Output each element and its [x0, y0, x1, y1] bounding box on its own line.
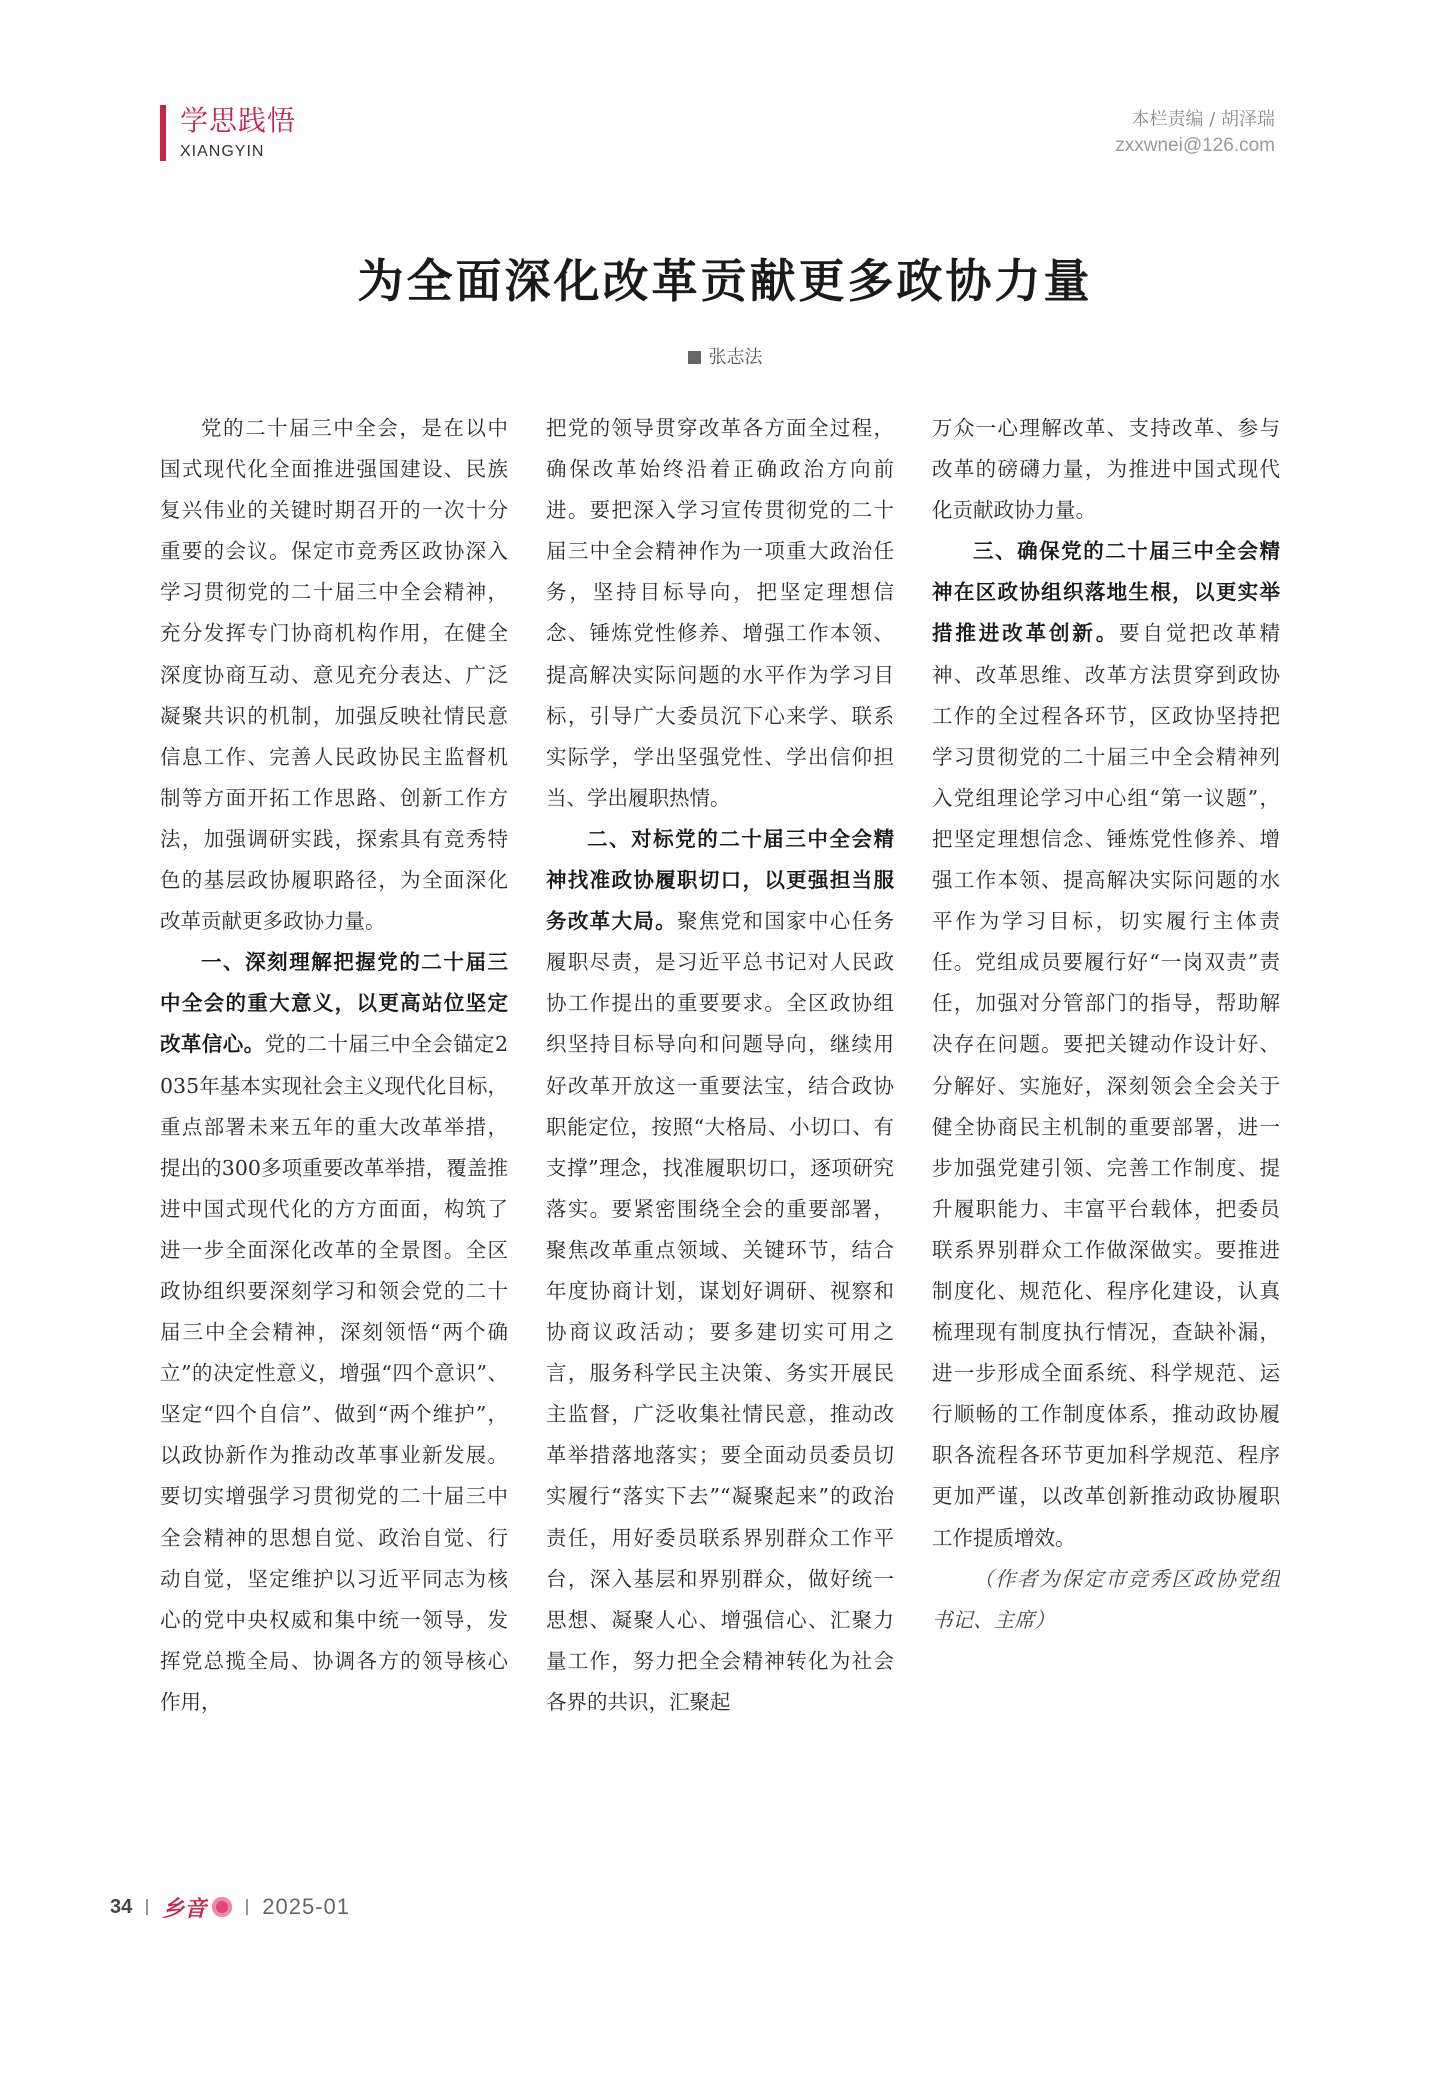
section-heading: 二、对标党的二十届三中全会精神找准政协履职切口，以更强担当服务改革大局。 [546, 826, 894, 934]
section-paragraph [160, 942, 508, 1723]
editor-info [1115, 108, 1275, 160]
section-title: 学思践悟 [180, 104, 297, 137]
magazine-badge-icon [212, 1897, 232, 1917]
text-column-1 [160, 408, 508, 1808]
author-name: 张志法 [708, 347, 763, 368]
section-heading: 一、深刻理解把握党的二十届三中全会的重大意义，以更高站位坚定改革信心。 [160, 950, 508, 1057]
paragraph-text: 党的二十届三中全会锚定2035年基本实现社会主义现代化目标，重点部署未来五年的重大改革举措，提出的300多项重要改革举措，覆盖推进中国式现代化的方方面面，构筑了进一步全面深化改革的全景图。全区政协组织要深刻学习和领会党的二十届三中全会精神，深刻领悟“两个确立”的决定性意义，增强“四个意识”、坚定“四个自信”、做到“两个维护”，以政协新作为推动改革事业新发展。要切实增强学习贯彻党的二十届三中全会精神的思想自觉、政治自觉、行动自觉，坚定维护以习近平同志为核心的党中央权威和集中统一领导，发挥党总揽全局、协调各方的领导核心作用， [160, 1032, 508, 1714]
section-header [160, 105, 296, 161]
author-note: （作者为保定市竞秀区政协党组书记、主席） [932, 1566, 1280, 1632]
text-column-2 [546, 408, 894, 1808]
article-body [160, 408, 1280, 1808]
text-column-3 [932, 408, 1280, 1808]
magazine-logo: 乡音 [162, 1896, 207, 1922]
issue-number: 2025-01 [262, 1894, 351, 1919]
section-paragraph [932, 531, 1280, 1558]
paragraph-continued: 把党的领导贯穿改革各方面全过程，确保改革始终沿着正确政治方向前进。要把深入学习宣传贯彻党的二十届三中全会精神作为一项重大政治任务，坚持目标导向，把坚定理想信念、锤炼党性修养、增强工作本领、提高解决实际问题的水平作为学习目标，引导广大委员沉下心来学、联系实际学，学出坚强党性、学出信仰担当、学出履职热情。 [546, 416, 894, 810]
section-subtitle: XIANGYIN [180, 143, 265, 160]
paragraph-continued: 万众一心理解改革、支持改革、参与改革的磅礴力量，为推进中国式现代化贡献政协力量。 [932, 416, 1280, 523]
section-heading: 三、确保党的二十届三中全会精神在区政协组织落地生根，以更实举措推进改革创新。 [932, 539, 1280, 646]
paragraph-text: 要自觉把改革精神、改革思维、改革方法贯穿到政协工作的全过程各环节，区政协坚持把学习贯彻党的二十届三中全会精神列入党组理论学习中心组“第一议题”，把坚定理想信念、锤炼党性修养、增强工作本领、提高解决实际问题的水平作为学习目标，切实履行主体责任。党组成员要履行好“一岗双责”责任，加强对分管部门的指导，帮助解决存在问题。要把关键动作设计好、分解好、实施好，深刻领会全会关于健全协商民主机制的重要部署，进一步加强党建引领、完善工作制度、提升履职能力、丰富平台载体，把委员联系界别群众工作做深做实。要推进制度化、规范化、程序化建设，认真梳理现有制度执行情况，查缺补漏，进一步形成全面系统、科学规范、运行顺畅的工作制度体系，推动政协履职各流程各环节更加科学规范、程序更加严谨，以改革创新推动政协履职工作提质增效。 [932, 621, 1280, 1550]
author-line [0, 343, 1450, 369]
author-marker-icon [688, 351, 701, 364]
column-editor: 本栏责编 / 胡泽瑞 [1131, 109, 1275, 130]
paragraph-text: 聚焦党和国家中心任务履职尽责，是习近平总书记对人民政协工作提出的重要要求。全区政协组织坚持目标导向和问题导向，继续用好改革开放这一重要法宝，结合政协职能定位，按照“大格局、小切口、有支撑”理念，找准履职切口，逐项研究落实。要紧密围绕全会的重要部署，聚焦改革重点领域、关键环节，结合年度协商计划，谋划好调研、视察和协商议政活动；要多建切实可用之言，服务科学民主决策、务实开展民主监督，广泛收集社情民意，推动改革举措落地落实；要全面动员委员切实履行“落实下去”“凝聚起来”的政治责任，用好委员联系界别群众工作平台，深入基层和界别群众，做好统一思想、凝聚人心、增强信心、汇聚力量工作，努力把全会精神转化为社会各界的共识，汇聚起 [546, 909, 894, 1714]
page-footer [110, 1893, 350, 1921]
editor-email: zxxwnei@126.com [1115, 135, 1275, 156]
footer-divider [246, 1899, 248, 1915]
article-title: 为全面深化改革贡献更多政协力量 [357, 254, 1093, 308]
paragraph: 党的二十届三中全会，是在以中国式现代化全面推进强国建设、民族复兴伟业的关键时期召开的一次十分重要的会议。保定市竞秀区政协深入学习贯彻党的二十届三中全会精神，充分发挥专门协商机构作用，在健全深度协商互动、意见充分表达、广泛凝聚共识的机制，加强反映社情民意信息工作、完善人民政协民主监督机制等方面开拓工作思路、创新工作方法，加强调研实践，探索具有竞秀特色的基层政协履职路径，为全面深化改革贡献更多政协力量。 [160, 416, 508, 934]
section-paragraph [546, 819, 894, 1723]
footer-divider [146, 1899, 148, 1915]
page-number: 34 [110, 1895, 133, 1918]
